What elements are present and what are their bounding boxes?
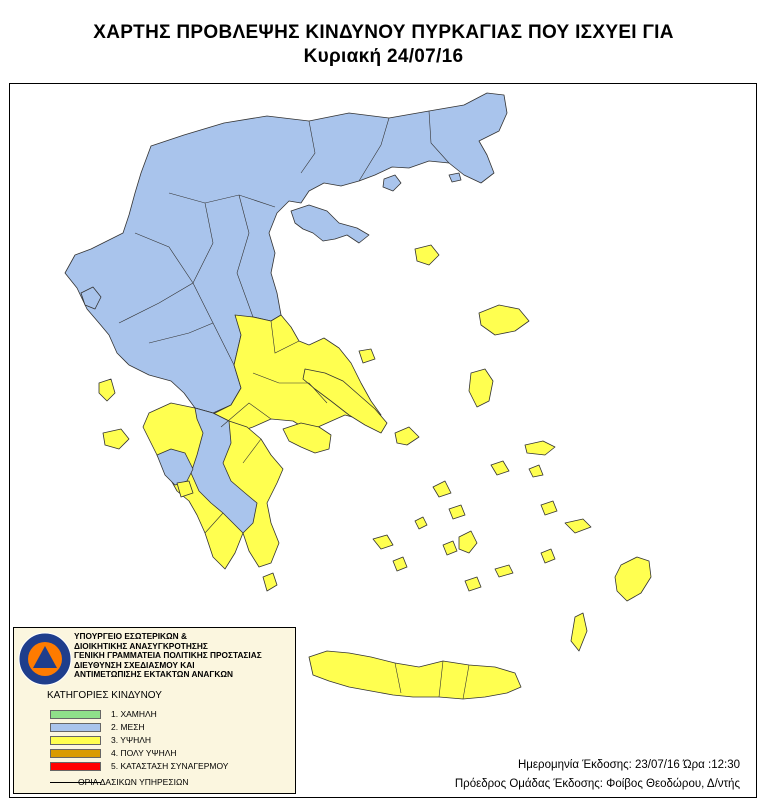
legend-swatch-alarm bbox=[50, 762, 101, 771]
island-crete bbox=[309, 651, 521, 699]
island-skyros bbox=[395, 427, 419, 445]
island-milos bbox=[373, 535, 393, 549]
island-amorgos bbox=[495, 565, 513, 577]
issue-chair: Πρόεδρος Ομάδας Έκδοσης: Φοίβος Θεοδώρου, Δ/ντής bbox=[454, 778, 740, 790]
legend-label-medium: 2. ΜΕΣΗ bbox=[111, 722, 145, 732]
island-naxos bbox=[459, 531, 477, 553]
island-samos bbox=[525, 441, 555, 455]
island-serifos bbox=[393, 557, 407, 571]
map-legend bbox=[13, 627, 296, 794]
legend-label-high: 3. ΥΨΗΛΗ bbox=[111, 735, 152, 745]
region-chalkidiki bbox=[291, 205, 369, 243]
island-rhodes bbox=[615, 557, 651, 601]
legend-boundary-label: ΟΡΙΑ ΔΑΣΙΚΩΝ ΥΠΗΡΕΣΙΩΝ bbox=[78, 777, 189, 787]
island-samothraki bbox=[449, 173, 461, 182]
island-astypalaia bbox=[541, 549, 555, 563]
map-title: ΧΑΡΤΗΣ ΠΡΟΒΛΕΨΗΣ ΚΙΝΔΥΝΟΥ ΠΥΡΚΑΓΙΑΣ ΠΟΥ ΙΣΧΥΕΙ ΓΙΑ bbox=[93, 22, 674, 43]
island-kos bbox=[565, 519, 591, 533]
island-andros bbox=[433, 481, 451, 497]
island-patmos bbox=[529, 465, 543, 477]
island-santorini bbox=[465, 577, 481, 591]
island-karpathos bbox=[571, 613, 587, 651]
map-date: Κυριακή 24/07/16 bbox=[303, 46, 464, 67]
island-lemnos bbox=[415, 245, 439, 265]
legend-swatch-high bbox=[50, 736, 101, 745]
island-kefalonia bbox=[103, 429, 129, 449]
island-kythira bbox=[263, 573, 277, 591]
island-ikaria bbox=[491, 461, 509, 475]
legend-label-alarm: 5. ΚΑΤΑΣΤΑΣΗ ΣΥΝΑΓΕΡΜΟΥ bbox=[111, 761, 229, 771]
region-attica bbox=[283, 423, 331, 453]
civil-protection-emblem-icon bbox=[18, 632, 72, 686]
island-chios bbox=[469, 369, 493, 407]
island-lesvos bbox=[479, 305, 529, 335]
legend-title: ΚΑΤΗΓΟΡΙΕΣ ΚΙΝΔΥΝΟΥ bbox=[47, 690, 162, 701]
legend-swatch-medium bbox=[50, 723, 101, 732]
island-paros bbox=[443, 541, 457, 555]
island-skiathos bbox=[359, 349, 375, 363]
legend-swatch-low bbox=[50, 710, 101, 719]
island-lefkada bbox=[99, 379, 115, 401]
organization-name: ΥΠΟΥΡΓΕΙΟ ΕΣΩΤΕΡΙΚΩΝ & ΔΙΟΙΚΗΤΙΚΗΣ ΑΝΑΣΥΓΚΡΟΤΗΣΗΣ ΓΕΝΙΚΗ ΓΡΑΜΜΑΤΕΙΑ ΠΟΛΙΤΙΚΗΣ ΠΡΟΣΤΑΣΙΑΣ ΔΙΕΥΘΥΝΣΗ ΣΧΕΔΙΑΣΜΟΥ ΚΑΙ ΑΝΤΙΜΕΤΩΠΙΣΗΣ ΕΚΤΑΚΤΩΝ ΑΝΑΓΚΩΝ bbox=[74, 631, 262, 680]
legend-label-very-high: 4. ΠΟΛΥ ΥΨΗΛΗ bbox=[111, 748, 177, 758]
legend-label-low: 1. ΧΑΜΗΛΗ bbox=[111, 709, 157, 719]
island-syros bbox=[415, 517, 427, 529]
issue-date: Ημερομηνία Έκδοσης: 23/07/16 Ώρα :12:30 bbox=[518, 759, 740, 771]
island-tinos bbox=[449, 505, 465, 519]
island-thasos bbox=[383, 175, 401, 191]
island-kalymnos bbox=[541, 501, 557, 515]
legend-swatch-very-high bbox=[50, 749, 101, 758]
